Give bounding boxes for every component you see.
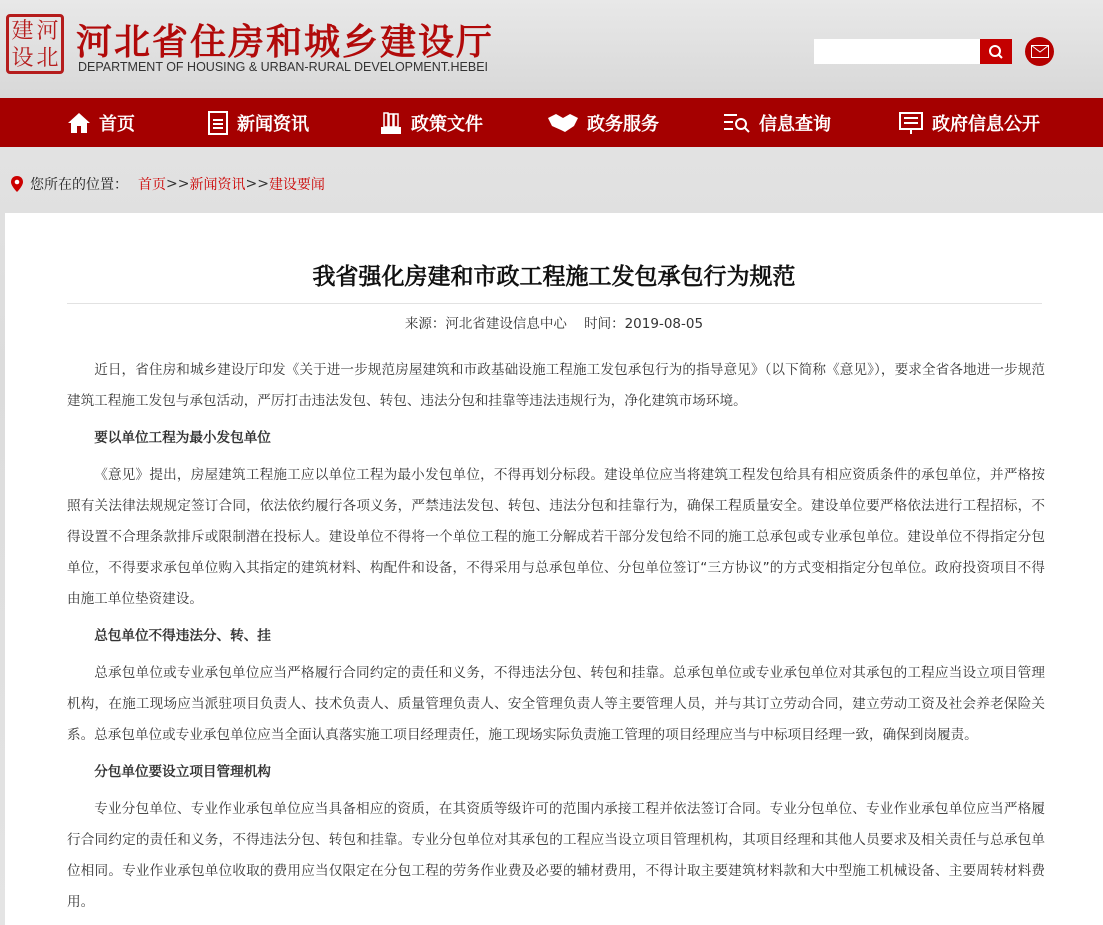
article-time: 时间：2019-08-05	[584, 316, 704, 332]
news-icon	[207, 111, 229, 135]
site-logo-seal: 建 河 设 北	[6, 14, 64, 74]
nav-services[interactable]	[547, 110, 723, 136]
nav-label: 信息查询	[759, 113, 831, 135]
breadcrumb-separator: >>	[166, 176, 190, 192]
site-header	[0, 0, 1103, 98]
article-subheading: 要以单位工程为最小发包单位	[94, 430, 271, 446]
article-paragraph: 近日，省住房和城乡建设厅印发《关于进一步规范房屋建筑和市政基础设施工程施工发包承包行为的指导意见》（以下简称《意见》），要求全省各地进一步规范建筑工程施工发包与承包活动，严厉打击违法发包、转包、违法分包和挂靠等违法违规行为，净化建筑市场环境。	[67, 362, 1045, 409]
nav-label: 政务服务	[587, 113, 659, 135]
nav-policy[interactable]	[379, 110, 547, 136]
search-list-icon	[723, 112, 751, 134]
breadcrumb-separator: >>	[245, 176, 269, 192]
article-panel	[5, 213, 1103, 925]
search-icon	[988, 44, 1004, 60]
search-button[interactable]	[980, 39, 1012, 64]
nav-label: 政府信息公开	[932, 113, 1040, 135]
nav-label: 政策文件	[411, 113, 483, 135]
location-pin-icon	[10, 175, 24, 193]
article-source: 来源：河北省建设信息中心	[404, 316, 567, 332]
site-name-en: DEPARTMENT OF HOUSING & URBAN-RURAL DEVELOPMENT.HEBEI	[78, 60, 489, 74]
handshake-icon	[547, 112, 579, 134]
main-nav	[0, 98, 1103, 147]
nav-news[interactable]	[207, 110, 379, 136]
article-subheading: 分包单位要设立项目管理机构	[94, 764, 271, 780]
site-name: 河北省住房和城乡建设厅	[76, 22, 495, 63]
article-meta	[5, 312, 1103, 332]
article-paragraph: 《意见》提出，房屋建筑工程施工应以单位工程为最小发包单位，不得再划分标段。建设单位应当将建筑工程发包给具有相应资质条件的承包单位，并严格按照有关法律法规规定签订合同，依法依约履行各项义务，严禁违法发包、转包、违法分包和挂靠行为，确保工程质量安全。建设单位要严格依法进行工程招标，不得设置不合理条款排斥或限制潜在投标人。建设单位不得将一个单位工程的施工分解成若干部分发包给不同的施工总承包或专业承包单位。建设单位不得指定分包单位，不得要求承包单位购入其指定的建筑材料、构配件和设备，不得采用与总承包单位、分包单位签订“三方协议”的方式变相指定分包单位。政府投资项目不得由施工单位垫资建设。	[67, 467, 1045, 607]
nav-home[interactable]	[67, 110, 207, 136]
article-paragraph: 专业分包单位、专业作业承包单位应当具备相应的资质，在其资质等级许可的范围内承接工程并依法签订合同。专业分包单位、专业作业承包单位应当严格履行合同约定的责任和义务，不得违法分包、转包和挂靠。专业分包单位对其承包的工程应当设立项目管理机构，其项目经理和其他人员要求及相关责任与总承包单位相同。专业作业承包单位收取的费用应当仅限定在分包工程的劳务作业费及必要的辅材费用，不得计取主要建筑材料款和大中型施工机械设备、主要周转材料费用。	[67, 801, 1045, 910]
breadcrumb-news[interactable]: 新闻资讯	[189, 177, 246, 193]
breadcrumb-construction-news[interactable]: 建设要闻	[268, 177, 325, 193]
breadcrumb-home[interactable]: 首页	[138, 177, 166, 193]
article-paragraph: 总承包单位或专业承包单位应当严格履行合同约定的责任和义务，不得违法分包、转包和挂靠。总承包单位或专业承包单位对其承包的工程应当设立项目管理机构，在施工现场应当派驻项目负责人、技术负责人、质量管理负责人、安全管理负责人等主要管理人员，并与其订立劳动合同，建立劳动工资及社会养老保险关系。总承包单位或专业承包单位应当全面认真落实施工项目经理责任，施工现场实际负责施工管理的项目经理应当与中标项目经理一致，确保到岗履责。	[67, 665, 1045, 743]
article-body	[67, 355, 1045, 924]
board-icon	[898, 111, 924, 135]
breadcrumb-label: 您所在的位置：	[30, 177, 128, 193]
nav-gov-info[interactable]	[898, 110, 1040, 136]
nav-label: 首页	[99, 113, 135, 135]
home-icon	[67, 112, 91, 134]
breadcrumb	[10, 174, 325, 194]
search-input[interactable]	[814, 39, 980, 64]
article-title: 我省强化房建和市政工程施工发包承包行为规范	[312, 264, 796, 290]
policy-file-icon	[379, 111, 403, 135]
nav-query[interactable]	[723, 110, 898, 136]
mail-icon	[1031, 45, 1049, 58]
divider	[67, 303, 1042, 304]
mail-button[interactable]	[1025, 37, 1054, 66]
article-subheading: 总包单位不得违法分、转、挂	[94, 628, 271, 644]
nav-label: 新闻资讯	[237, 113, 309, 135]
